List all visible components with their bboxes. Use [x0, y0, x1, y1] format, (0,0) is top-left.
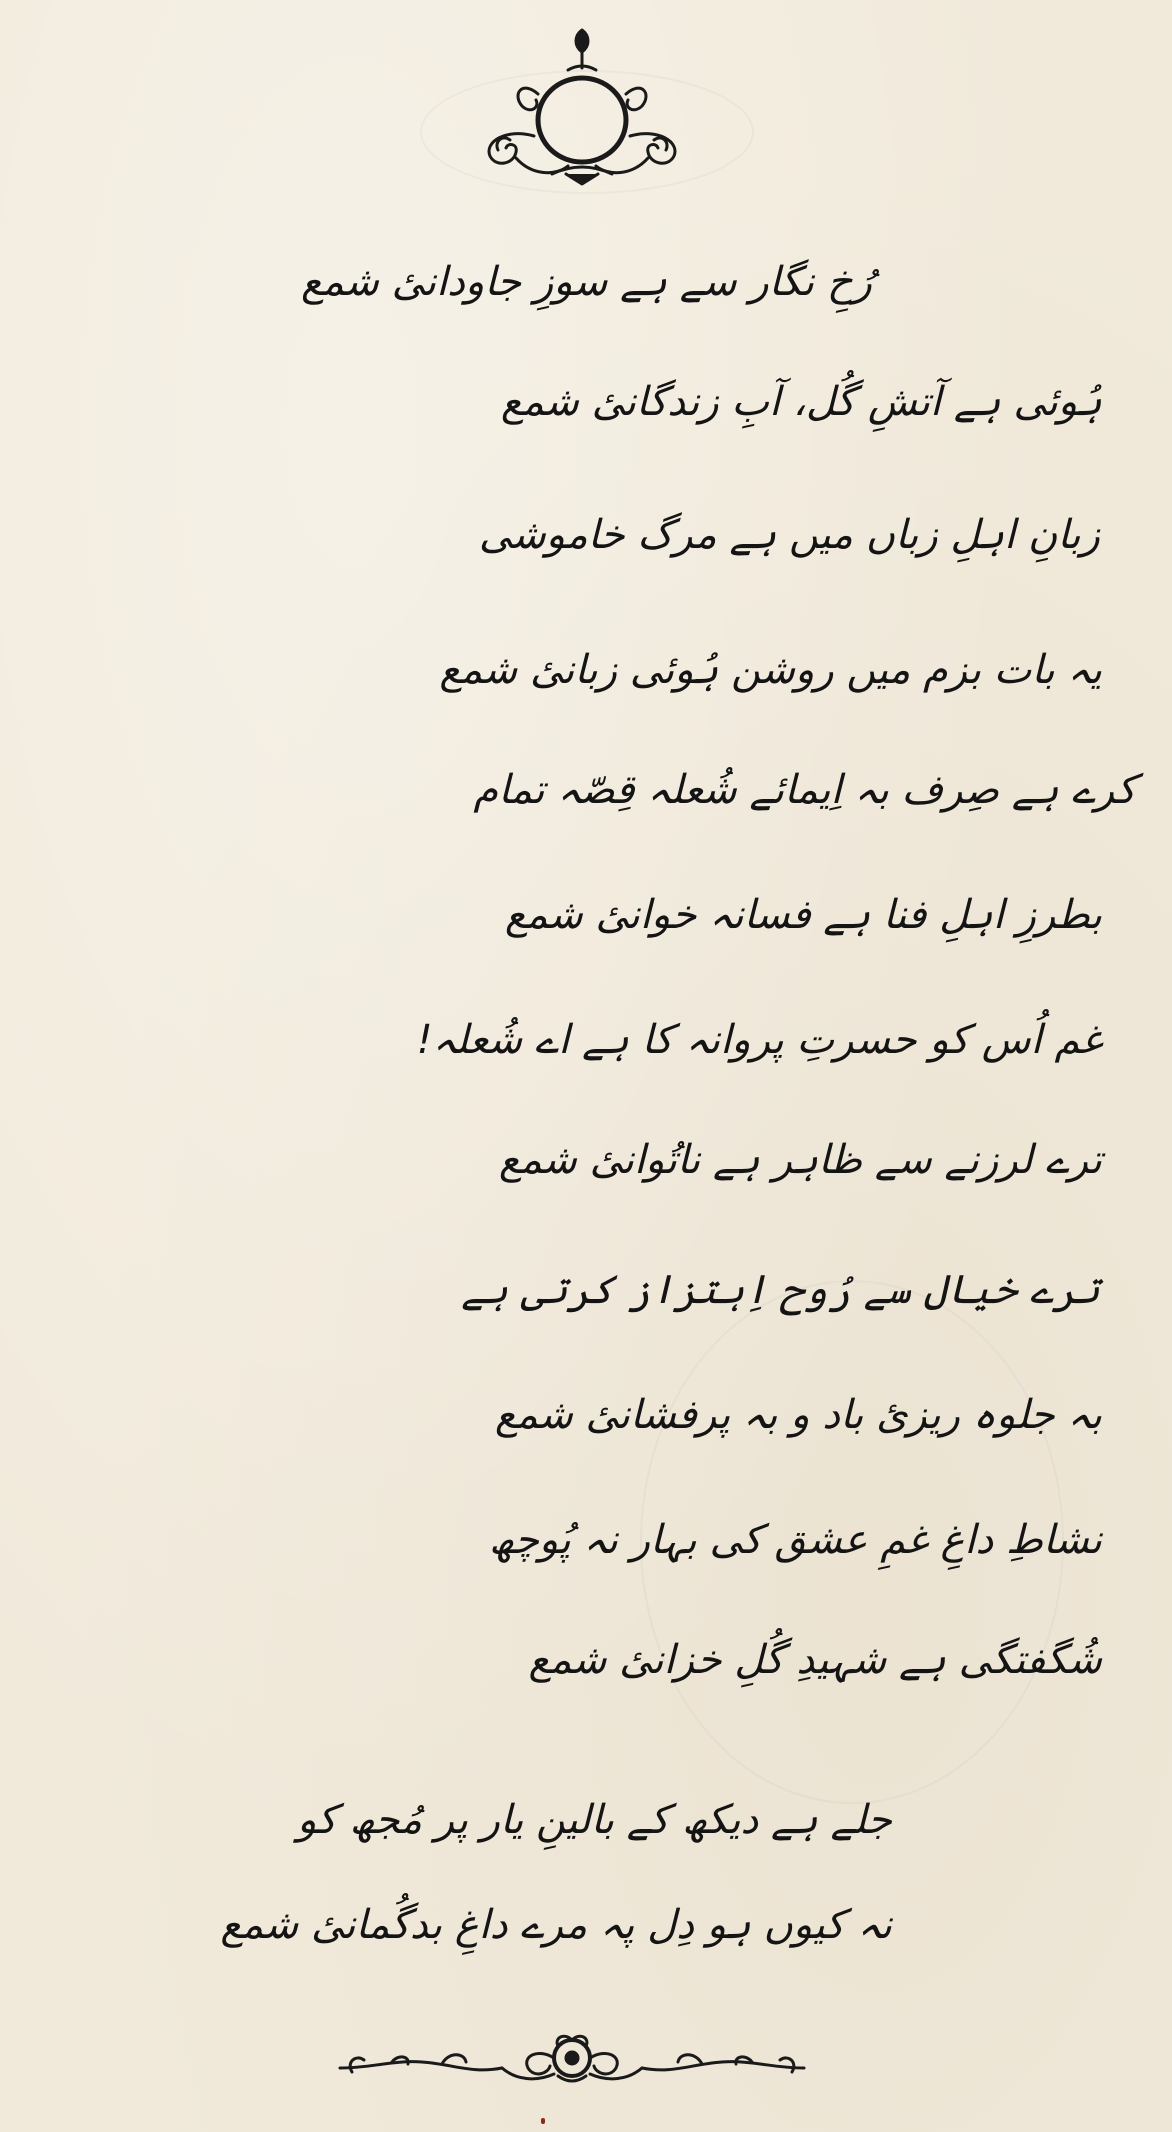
- verse-line-8: ترے لرزنے سے ظاہر ہے ناتُوانیٔ شمع: [498, 1137, 1102, 1183]
- verse-line-4: یہ بات بزم میں روشن ہُوئی زبانیٔ شمع: [439, 647, 1102, 693]
- verse-line-14: نہ کیوں ہو دِل پہ مرے داغِ بدگُمانیٔ شمع: [220, 1902, 892, 1948]
- verse-line-10: بہ جلوہ ریزیٔ باد و بہ پرفشانیٔ شمع: [494, 1392, 1102, 1438]
- verse-line-6: بطرزِ اہلِ فنا ہے فسانہ خوانیٔ شمع: [504, 892, 1102, 938]
- ink-speck: [541, 2118, 545, 2124]
- verse-line-11: نشاطِ داغِ غمِ عشق کی بہار نہ پُوچھ: [488, 1517, 1102, 1563]
- floral-divider-icon: [332, 2028, 812, 2090]
- verse-line-5: کرے ہے صِرف بہ اِیمائے شُعلہ قِصّہ تمام: [473, 767, 1136, 813]
- verse-line-3: زبانِ اہلِ زباں میں ہے مرگ خاموشی: [478, 512, 1100, 558]
- verse-line-13: جلے ہے دیکھ کے بالینِ یار پر مُجھ کو: [297, 1797, 892, 1843]
- crest-ornament-icon: [476, 24, 688, 186]
- verse-line-7: غم اُس کو حسرتِ پروانہ کا ہے اے شُعلہ!: [416, 1017, 1102, 1063]
- verse-line-2: ہُوئی ہے آتشِ گُل، آبِ زندگانیٔ شمع: [500, 379, 1102, 425]
- verse-line-9: ترے خیال سے رُوح اِہتزاز کرتی ہے: [461, 1267, 1100, 1313]
- verse-line-12: شُگفتگی ہے شہیدِ گُلِ خزانیٔ شمع: [528, 1637, 1102, 1683]
- verse-line-1: رُخِ نگار سے ہے سوزِ جاودانیٔ شمع: [300, 259, 872, 305]
